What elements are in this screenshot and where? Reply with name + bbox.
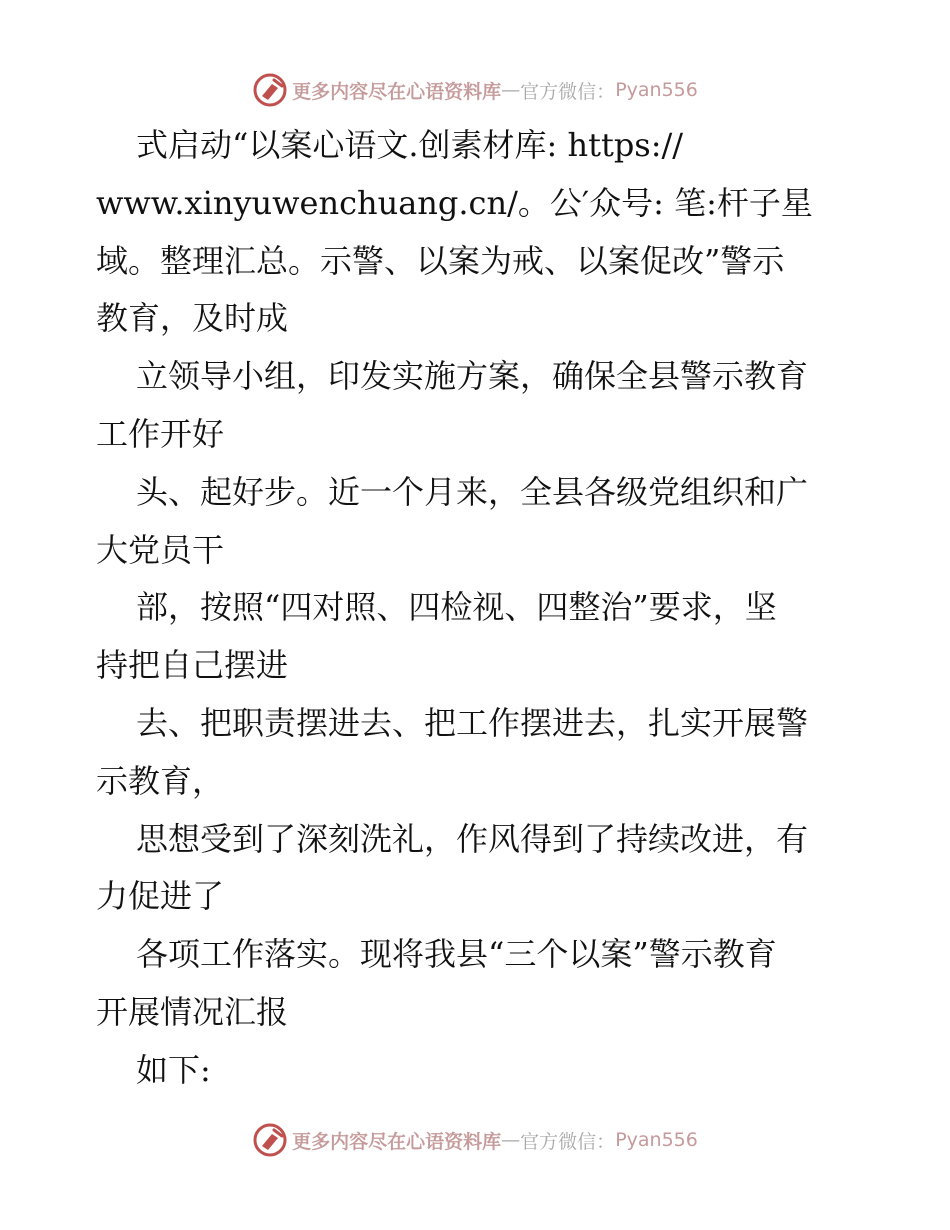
body-line: 部，按照“四对照、四检视、四整治”要求，坚 bbox=[136, 588, 777, 627]
watermark-id: Pyan556 bbox=[615, 1129, 698, 1151]
watermark-label: 官方微信： bbox=[520, 80, 616, 103]
body-line: 各项工作落实。现将我县“三个以案”警示教育 bbox=[136, 935, 777, 974]
body-line: 力促进了 bbox=[96, 877, 225, 916]
watermark-separator: — bbox=[501, 1129, 521, 1151]
body-line: 如下: bbox=[136, 1050, 211, 1089]
body-line: 教育，及时成 bbox=[96, 299, 289, 338]
header-watermark bbox=[0, 70, 950, 110]
footer-watermark bbox=[0, 1120, 950, 1160]
body-line: 持把自己摆进 bbox=[96, 646, 289, 685]
body-line: 去、把职责摆进去、把工作摆进去，扎实开展警 bbox=[136, 703, 809, 742]
watermark-main-text: 更多内容尽在心语资料库 bbox=[292, 80, 502, 103]
watermark-label: 官方微信： bbox=[520, 1130, 616, 1153]
watermark-main-text: 更多内容尽在心语资料库 bbox=[292, 1130, 502, 1153]
body-line: 式启动“以案心语文.创素材库: https:// bbox=[136, 126, 684, 164]
body-line: www.xinyuwenchuang.cn/。公′众号: 笔:杆子星 bbox=[96, 183, 813, 222]
body-line: 立领导小组，印发实施方案，确保全县警示教育 bbox=[136, 357, 809, 396]
watermark-id: Pyan556 bbox=[615, 79, 698, 101]
watermark-separator: — bbox=[501, 79, 521, 101]
document-body bbox=[96, 117, 856, 1100]
body-line: 大党员干 bbox=[96, 530, 225, 569]
seal-logo-icon bbox=[252, 72, 288, 108]
body-line: 示教育， bbox=[96, 761, 225, 800]
body-line: 工作开好 bbox=[96, 414, 225, 453]
seal-logo-icon bbox=[252, 1122, 288, 1158]
body-line: 开展情况汇报 bbox=[96, 992, 289, 1031]
body-line: 思想受到了深刻洗礼，作风得到了持续改进，有 bbox=[136, 819, 809, 858]
body-line: 域。整理汇总。示警、以案为戒、以案促改”警示 bbox=[96, 241, 785, 280]
body-line: 头、起好步。近一个月来，全县各级党组织和广 bbox=[136, 472, 809, 511]
